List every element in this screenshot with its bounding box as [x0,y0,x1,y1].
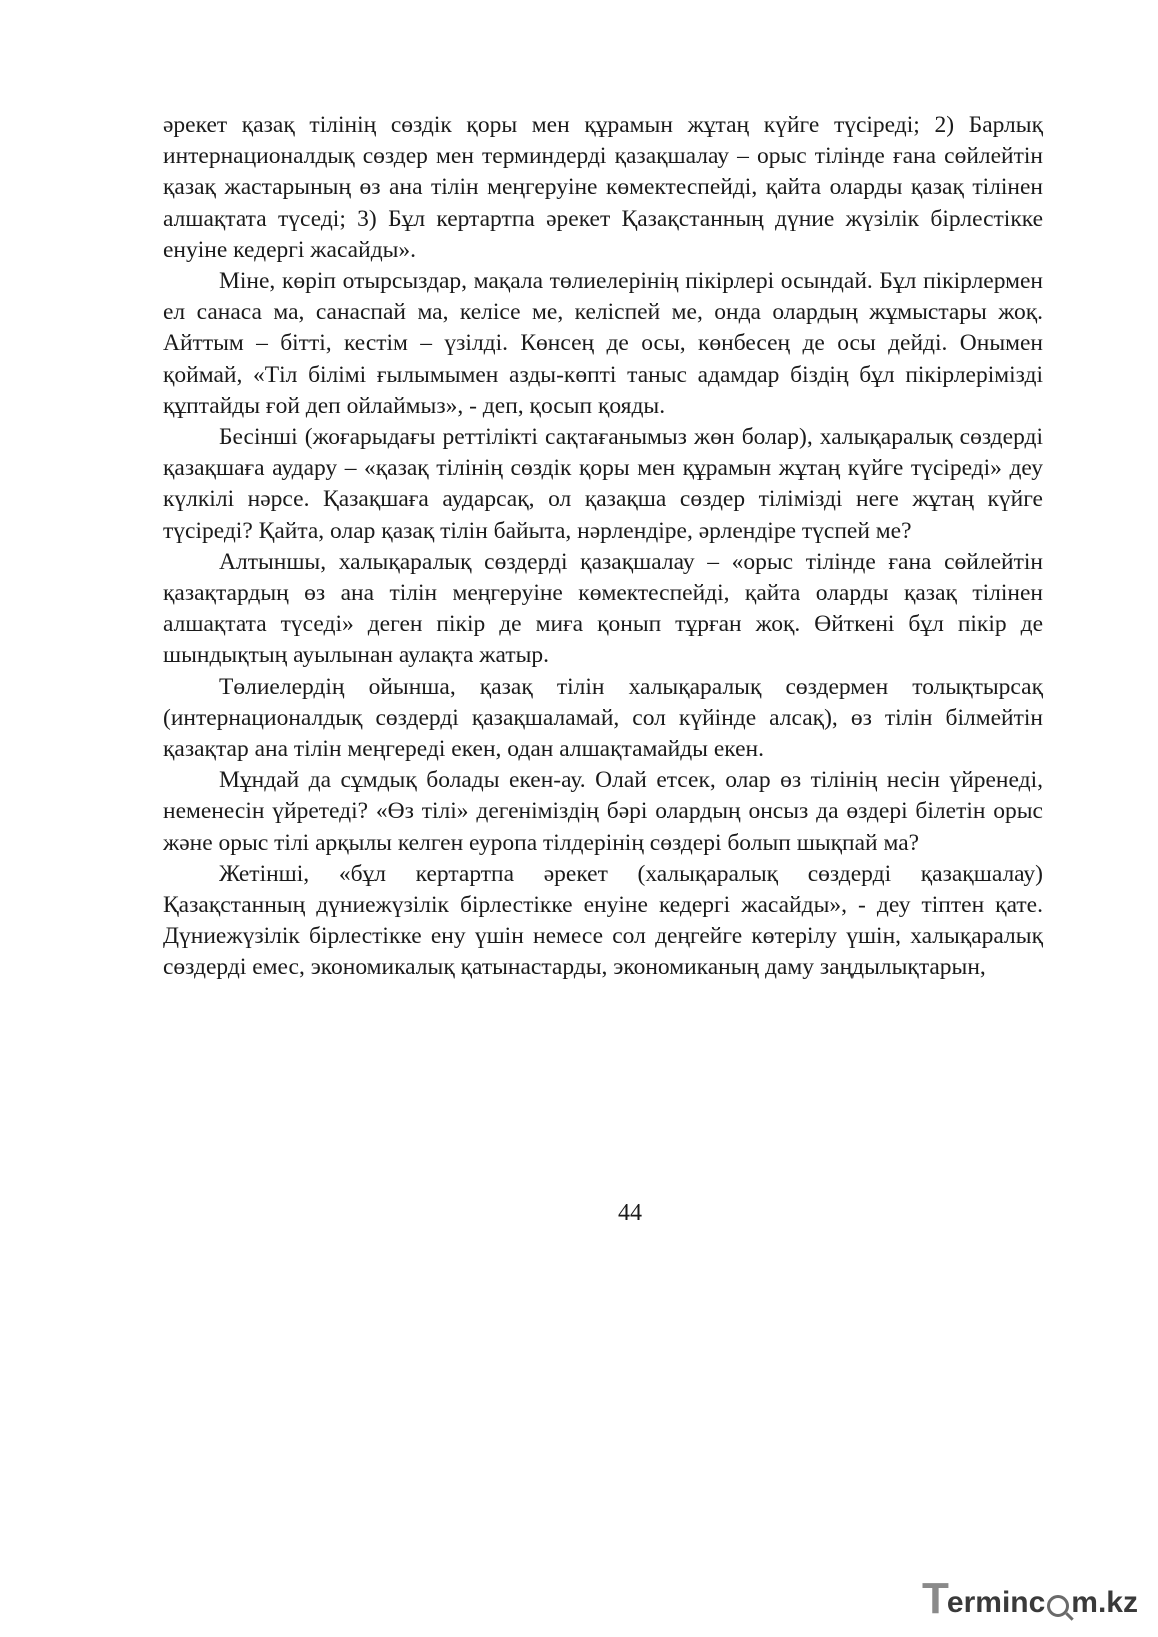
paragraph-7: Жетінші, «бұл кертартпа әрекет (халықаралық сөздерді қазақшалау) Қазақстанның дүниежүзілік бірлестікке енуіне кедергі жасайды», - деу тіптен қате. Дүниежүзілік бірлестікке ену үшін немесе сол деңгейге көтерілу үшін, халықаралық сөздерді емес, экономикалық қатынастарды, экономиканың даму заңдылықтарын, [163,860,1043,981]
paragraph-2: Міне, көріп отырсыздар, мақала төлиелерінің пікірлері осындай. Бұл пікірлермен ел санаса ма, санаспай ма, келісе ме, келіспей ме, онда олардың жұмыстары жоқ. Айттым – бітті, кестім – үзілді. Көнсең де осы, көнбесең де осы дейді. Онымен қоймай, «Тіл білімі ғылымымен азды-көпті таныс адамдар біздің бұл пікірлерімізді құптайды ғой деп ойлаймыз», - деп, қосып қояды. [163,268,1043,419]
paragraph-6: Мұндай да сұмдық болады екен-ау. Олай етсек, олар өз тілінің несін үйренеді, неменесін үйретеді? «Өз тілі» дегеніміздің бәрі олардың онсыз да өздері білетін орыс және орыс тілі арқылы келген еуропа тілдерінің сөздері болып шықпай ма? [163,767,1043,856]
paragraph-3: Бесінші (жоғарыдағы реттілікті сақтағанымыз жөн болар), халықаралық сөздерді қазақшаға аудару – «қазақ тілінің сөздік қоры мен құрамын жұтаң күйге түсіреді» деу күлкілі нәрсе. Қазақшаға аударсақ, ол қазақша сөздер тілімізді неге жұтаң күйге түсіреді? Қайта, олар қазақ тілін байыта, нәрлендіре, әрлендіре түспей ме? [163,424,1043,544]
site-watermark-logo [922,1574,1138,1623]
document-body [163,110,1043,984]
watermark-letter: T [922,1574,949,1623]
magnifier-icon [1047,1595,1069,1617]
watermark-text-after: m.kz [1071,1586,1138,1619]
paragraph-4: Алтыншы, халықаралық сөздерді қазақшалау – «орыс тілінде ғана сөйлейтін қазақтардың өз ана тілін меңгеруіне көмектеспейді, қайта оларды қазақ тілінен алшақтата түседі» деген пікір де миға қонып тұрған жоқ. Өйткені бұл пікір де шындықтың ауылынан аулақта жатыр. [163,548,1043,669]
paragraph-5: Төлиелердің ойынша, қазақ тілін халықаралық сөздермен толықтырсақ (интернационалдық сөздерді қазақшаламай, сол күйінде алсақ), өз тілін білмейтін қазақтар ана тілін меңгереді екен, одан алшақтамайды екен. [163,673,1043,763]
watermark-text-before: erminc [946,1586,1046,1619]
paragraph-1: әрекет қазақ тілінің сөздік қоры мен құрамын жұтаң күйге түсіреді; 2) Барлық интернационалдық сөздер мен терминдерді қазақшалау – орыс тілінде ғана сөйлейтін қазақ жастарының өз ана тілін меңгеруіне көмектеспейді, қайта оларды қазақ тілінен алшақтата түседі; 3) Бұл кертартпа әрекет Қазақстанның дүние жүзілік бірлестікке енуіне кедергі жасайды». [163,112,1043,263]
page-number: 44 [618,1200,642,1226]
